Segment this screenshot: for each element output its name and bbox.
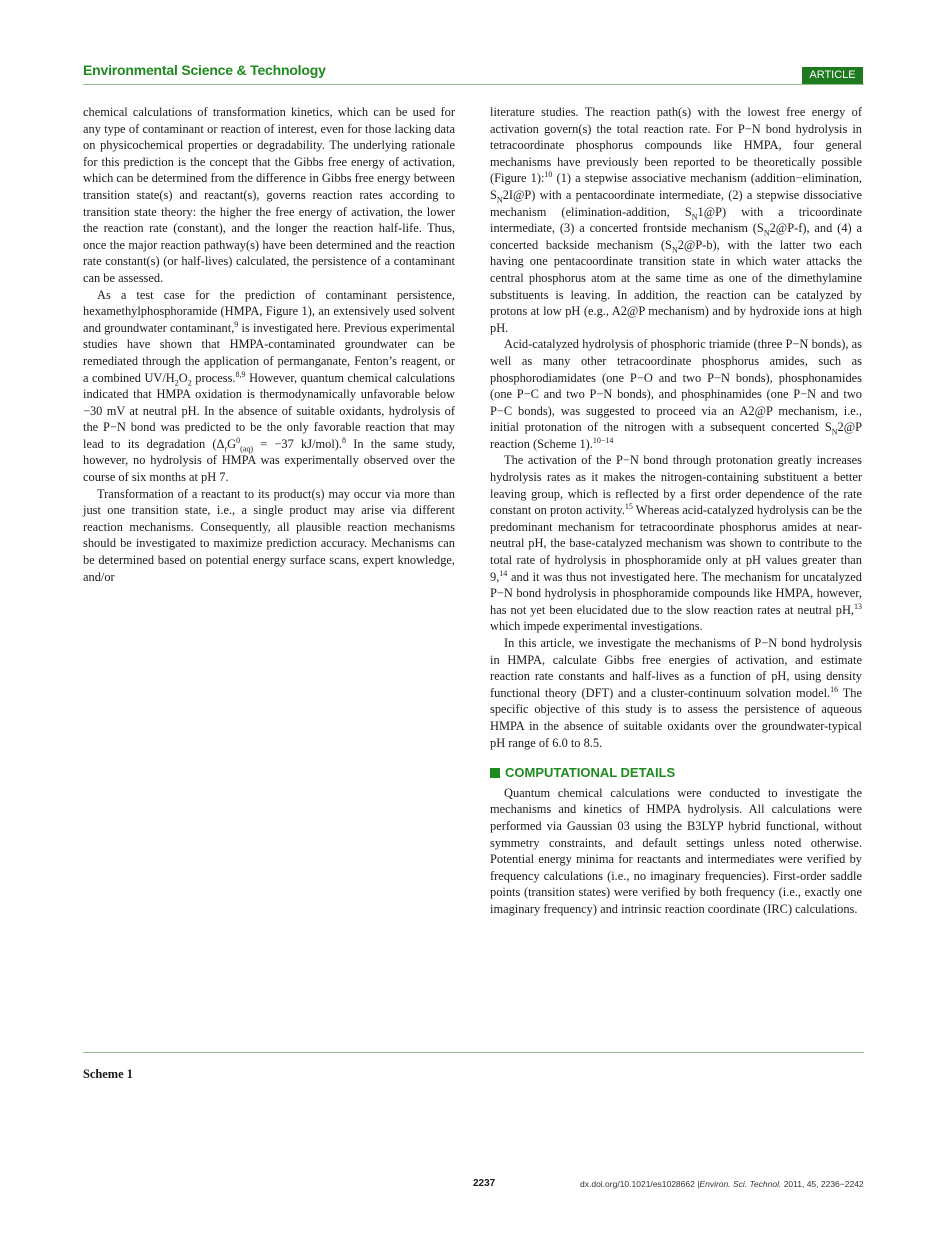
subscript: r — [224, 444, 228, 454]
text-run: 1@P) with a tricoordinate intermediate, (3) a concerted frontside mechanism (S — [490, 204, 862, 236]
superscript: 8 — [342, 435, 347, 445]
paragraph — [83, 486, 455, 586]
paragraph — [490, 635, 862, 751]
superscript: 9 — [234, 319, 239, 329]
text-run: Transformation of a reactant to its product(s) may occur via more than just one transition state, i.e., a single product may arise via different reaction mechanisms. Consequently, all plausible reaction mechanisms should be investigated to maximize prediction accuracy. Mechanisms can be determined based on potential energy surface scans, expert knowledge, and/or — [83, 486, 455, 584]
text-run: G — [227, 436, 237, 451]
paragraph — [83, 104, 455, 287]
text-run: chemical calculations of transformation kinetics, which can be used for any type of contaminant or reaction of interest, even for those lacking data on physicochemical properties or degradability. The underlying rationale for this prediction is the concept that the Gibbs free energy of activation, which can be determined from the difference in Gibbs free energy between transition state(s) and reactant(s), governs reaction rates according to transition state theory: the higher the free energy of activation, the lower the reaction rate (constant), and the longer the reaction half-life. Thus, once the major reaction pathway(s) have been determined and the reaction rate constant(s) (or half-lives) calculated, the persistence of a contaminant can be assessed. — [83, 105, 455, 285]
text-run: 2@P reaction (Scheme 1). — [490, 420, 862, 451]
subscript: N — [496, 195, 503, 205]
text-run: Whereas acid-catalyzed hydrolysis can be the predominant mechanism for tetracoordinate phosphorus amides at near-neutral pH, the base-catalyzed mechanism was shown to contribute to the total rate of hydrolysis in phosphoramide only at pH values greater than 9, — [490, 503, 862, 584]
journal-title: Environmental Science & Technology — [83, 62, 326, 78]
scheme-label: Scheme 1 — [83, 1067, 133, 1081]
text-run: Acid-catalyzed hydrolysis of phosphoric triamide (three P−N bonds), as well as many other tetracoordinate phosphorus amides, such as phosphorodiamidates (one P−O and two P−N bonds), phosphonamides (one P−C and two P−N bonds), and phosphinamides (one P−N and two P−C bonds), was suggested to proceed via an A2@P mechanism, i.e., initial protonation of the nitrogen with a subsequent concerted S — [490, 337, 862, 435]
subscript: 2 — [174, 377, 179, 387]
article-badge: ARTICLE — [802, 67, 863, 84]
superscript: 15 — [624, 502, 633, 512]
text-run: literature studies. The reaction path(s) with the lowest free energy of activation govern(s) the total reaction rate. For P−N bond hydrolysis in tetracoordinate phosphorus compounds like HMPA, four general mechanisms have previously been reported to be theoretically possible (Figure 1): — [490, 105, 862, 186]
right-column — [490, 104, 862, 918]
text-run: and it was thus not investigated here. The mechanism for uncatalyzed P−N bond hydrolysis in phosphoramide compounds like HMPA, however, has not yet been elucidated due to the slow reaction rates at neutral pH, — [490, 569, 862, 617]
text-run: which impede experimental investigations. — [490, 619, 703, 634]
paragraph — [83, 287, 455, 486]
superscript: 10 — [544, 170, 553, 180]
text-run: 2I@P) with a pentacoordinate intermediate, (2) a stepwise dissociative mechanism (elimination-addition, S — [490, 187, 862, 219]
text-run: O — [178, 370, 188, 385]
superscript: 13 — [854, 601, 862, 611]
text-run: = −37 kJ/mol). — [253, 436, 343, 451]
journal-abbrev: Environ. Sci. Technol. — [699, 1179, 782, 1189]
text-run: 2@P-f), and (4) a concerted backside mechanism (S — [490, 221, 862, 252]
superscript: 10−14 — [592, 435, 614, 445]
superscript: 0 — [236, 435, 241, 445]
paragraph — [490, 785, 862, 918]
citation-text: 2011, 45, 2236−2242 — [781, 1179, 864, 1189]
left-column — [83, 104, 455, 585]
section-square-icon — [490, 768, 500, 778]
text-run: 2@P-b), with the latter two each having one pentacoordinate transition state in which water attacks the central phosphorus atom at the same time as one of the dimethylamine substituents is leaving. In addition, the reaction can be catalyzed by protons at low pH (e.g., A2@P mechanism) and by hydroxide ions at high pH. — [490, 237, 862, 335]
footer-citation — [580, 1179, 864, 1189]
text-run: However, quantum chemical calculations indicated that HMPA oxidation is thermodynamically unfavorable below −30 mV at neutral pH. In the absence of suitable oxidants, hydrolysis of the P−N bond was predicted to be the only favorable reaction that may lead to its degradation (Δ — [83, 370, 455, 451]
subscript: N — [763, 228, 770, 238]
page-number: 2237 — [473, 1178, 496, 1189]
superscript: 8,9 — [235, 369, 246, 379]
doi-link[interactable]: dx.doi.org/10.1021/es1028662 | — [580, 1179, 700, 1189]
subscript: (aq) — [240, 444, 253, 454]
paragraph — [490, 452, 862, 635]
text-run: Quantum chemical calculations were conducted to investigate the mechanisms and kinetics of HMPA hydrolysis. All calculations were performed via Gaussian 03 using the B3LYP hybrid functional, without symmetry constraints, and default settings unless noted otherwise. Potential energy minima for reactants and intermediates were verified by frequency calculations (i.e., no imaginary frequencies). First-order saddle points (transition states) were verified by both frequency (i.e., exactly one imaginary frequency) and intrinsic reaction coordinate (IRC) calculations. — [490, 785, 862, 916]
text-run: In the same study, however, no hydrolysis of HMPA was experimentally observed over the course of six months at pH 7. — [83, 436, 455, 485]
section-heading — [490, 765, 862, 782]
subscript: 2 — [187, 377, 192, 387]
paragraph — [490, 104, 862, 336]
subscript: N — [691, 212, 698, 222]
text-run: The activation of the P−N bond through protonation greatly increases hydrolysis rates as it makes the nitrogen-containing substituent a better leaving group, which is reflected by a first order dependence of the rate constant on proton activity. — [490, 453, 862, 518]
superscript: 14 — [499, 568, 508, 578]
text-run: The specific objective of this study is to assess the persistence of aqueous HMPA in the absence of suitable oxidants over the groundwater-typical pH range of 6.0 to 8.5. — [490, 685, 862, 750]
subscript: N — [831, 427, 838, 437]
superscript: 16 — [830, 684, 839, 694]
subscript: N — [671, 245, 678, 255]
text-run: (1) a stepwise associative mechanism (addition−elimination, S — [490, 171, 863, 202]
paragraph — [490, 336, 862, 452]
header-divider — [83, 84, 864, 85]
text-run: In this article, we investigate the mechanisms of P−N bond hydrolysis in HMPA, calculate Gibbs free energies of activation, and estimate reaction rate constants and half-lives as a function of pH, using density functional theory (DFT) and a cluster-continuum solvation model. — [490, 636, 862, 700]
text-run: process. — [191, 370, 236, 385]
scheme-divider — [83, 1052, 864, 1053]
section-title: COMPUTATIONAL DETAILS — [505, 765, 676, 781]
text-run: is investigated here. Previous experimental studies have shown that HMPA-contaminated groundwater can be remediated through the application of permanganate, Fenton’s reagent, or a combined UV/H — [83, 320, 455, 385]
text-run: As a test case for the prediction of contaminant persistence, hexamethylphosphoramide (HMPA, Figure 1), an extensively used solvent and groundwater contaminant, — [83, 287, 455, 335]
